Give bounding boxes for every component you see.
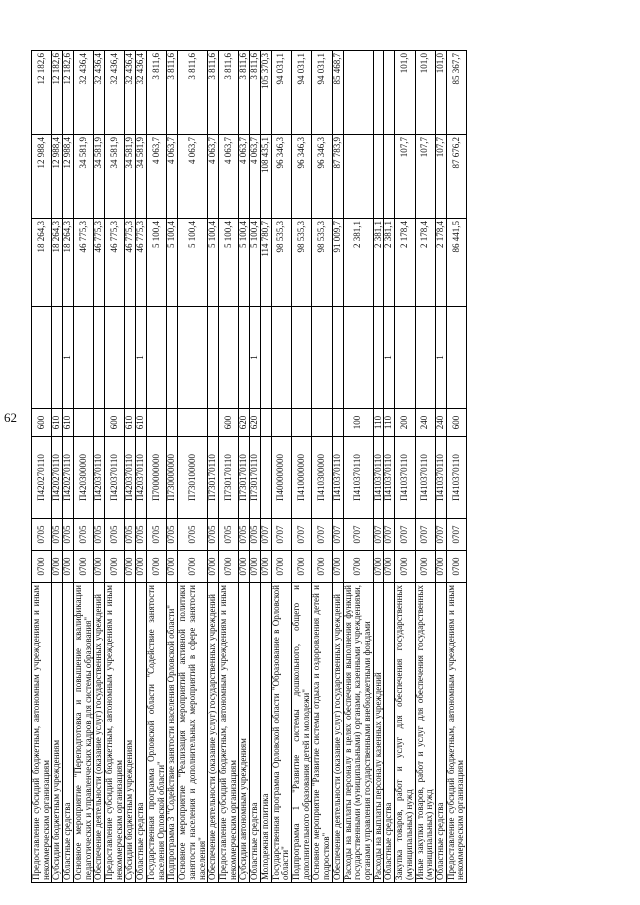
row-name-cell: Областные средства	[63, 583, 74, 883]
amount-2021-cell: 3 811,6	[167, 51, 178, 135]
amount-2020-cell: 4 063,7	[218, 135, 238, 219]
amount-2019-cell: 2 381,1	[373, 219, 384, 307]
table-row	[146, 51, 166, 883]
target-article-cell: П410370110	[384, 437, 395, 519]
target-article-cell: П420270110	[63, 437, 74, 519]
row-name-cell: Подпрограмма 3 "Содействие занятости населения Орловской области"	[167, 583, 178, 883]
row-name-cell: Областные средства	[136, 583, 147, 883]
section-cell: 0700	[239, 551, 250, 583]
target-article-cell: П730170110	[250, 437, 261, 519]
subsection-cell: 0707	[312, 519, 332, 551]
expense-type-cell	[291, 409, 311, 437]
subsection-cell: 0705	[136, 519, 147, 551]
amount-2020-cell: 34 581,9	[136, 135, 147, 219]
section-cell: 0700	[415, 551, 435, 583]
table-row	[167, 51, 178, 883]
subsection-cell: 0705	[239, 519, 250, 551]
expense-type-cell	[73, 409, 93, 437]
amount-2020-cell: 108 435,1	[260, 135, 271, 219]
funding-source-cell: 1	[250, 307, 261, 409]
row-name-cell: Предоставление субсидий бюджетным, автономным учреждениям и иным некоммерческим организациям	[105, 583, 125, 883]
table-row	[384, 51, 395, 883]
funding-source-cell: 1	[436, 307, 447, 409]
section-cell: 0700	[384, 551, 395, 583]
amount-2020-cell: 4 063,7	[239, 135, 250, 219]
amount-2021-cell: 12 182,6	[32, 51, 52, 135]
funding-source-cell	[94, 307, 105, 409]
amount-2021-cell: 3 811,6	[218, 51, 238, 135]
amount-2020-cell: 12 988,4	[63, 135, 74, 219]
subsection-cell: 0707	[271, 519, 291, 551]
subsection-cell: 0707	[260, 519, 271, 551]
row-name-cell: Областные средства	[250, 583, 261, 883]
funding-source-cell: 1	[136, 307, 147, 409]
amount-2019-cell: 46 775,3	[73, 219, 93, 307]
expense-type-cell	[332, 409, 343, 437]
row-name-cell: Обеспечение деятельности (оказание услуг) государственных учреждений	[332, 583, 343, 883]
amount-2021-cell	[343, 51, 373, 135]
expense-type-cell: 600	[218, 409, 238, 437]
row-name-cell: Субсидии бюджетным учреждениям	[52, 583, 63, 883]
amount-2021-cell: 32 436,4	[136, 51, 147, 135]
amount-2021-cell: 32 436,4	[94, 51, 105, 135]
expense-type-cell: 240	[436, 409, 447, 437]
funding-source-cell	[218, 307, 238, 409]
amount-2019-cell: 114 780,7	[260, 219, 271, 307]
section-cell: 0700	[395, 551, 415, 583]
section-cell: 0700	[446, 551, 466, 583]
section-cell: 0700	[373, 551, 384, 583]
amount-2020-cell: 4 063,7	[167, 135, 178, 219]
row-name-cell: Субсидии автономным учреждениям	[239, 583, 250, 883]
budget-table	[31, 50, 467, 883]
table-row	[436, 51, 447, 883]
amount-2021-cell: 94 031,1	[271, 51, 291, 135]
expense-type-cell: 610	[136, 409, 147, 437]
section-cell: 0700	[208, 551, 219, 583]
target-article-cell: П400000000	[271, 437, 291, 519]
funding-source-cell	[271, 307, 291, 409]
funding-source-cell	[52, 307, 63, 409]
target-article-cell: П730000000	[167, 437, 178, 519]
amount-2019-cell: 18 264,3	[32, 219, 52, 307]
funding-source-cell	[446, 307, 466, 409]
table-row	[52, 51, 63, 883]
amount-2019-cell: 46 775,3	[136, 219, 147, 307]
table-row	[239, 51, 250, 883]
section-cell: 0700	[94, 551, 105, 583]
row-name-cell: Основное мероприятие "Развитие системы отдыха и оздоровления детей и подростков"	[312, 583, 332, 883]
amount-2020-cell: 107,7	[415, 135, 435, 219]
table-row	[208, 51, 219, 883]
target-article-cell: П410370110	[395, 437, 415, 519]
section-cell: 0700	[250, 551, 261, 583]
row-name-cell: Основное мероприятие "Реализация мероприятий активной политики занятости населения и дополнительных мероприятий в сфере занятости населения"	[178, 583, 208, 883]
funding-source-cell	[167, 307, 178, 409]
amount-2021-cell: 3 811,6	[239, 51, 250, 135]
subsection-cell: 0707	[436, 519, 447, 551]
row-name-cell: Расходы на выплаты персоналу в целях обеспечения выполнения функций государственными (муниципальными) органами, казенными учреждениями, органами управления государственными внебюджетными фондами	[343, 583, 373, 883]
target-article-cell: П410370110	[446, 437, 466, 519]
target-article-cell: П420270110	[52, 437, 63, 519]
amount-2019-cell: 2 178,4	[395, 219, 415, 307]
amount-2021-cell: 94 031,1	[312, 51, 332, 135]
budget-table-container	[31, 51, 591, 883]
row-name-cell: Закупка товаров, работ и услуг для обеспечения государственных (муниципальных) нужд	[395, 583, 415, 883]
funding-source-cell	[208, 307, 219, 409]
funding-source-cell	[260, 307, 271, 409]
amount-2020-cell: 34 581,9	[105, 135, 125, 219]
funding-source-cell	[312, 307, 332, 409]
expense-type-cell: 620	[250, 409, 261, 437]
row-name-cell: Предоставление субсидий бюджетным, автономным учреждениям и иным некоммерческим организациям	[218, 583, 238, 883]
funding-source-cell	[178, 307, 208, 409]
expense-type-cell: 620	[239, 409, 250, 437]
funding-source-cell	[239, 307, 250, 409]
row-name-cell: Государственная программа Орловской области "Образование в Орловской области"	[271, 583, 291, 883]
amount-2020-cell: 12 988,4	[52, 135, 63, 219]
target-article-cell: П410000000	[291, 437, 311, 519]
amount-2020-cell: 34 581,9	[73, 135, 93, 219]
amount-2020-cell: 4 063,7	[250, 135, 261, 219]
expense-type-cell: 100	[343, 409, 373, 437]
expense-type-cell: 200	[395, 409, 415, 437]
amount-2019-cell: 2 381,1	[384, 219, 395, 307]
target-article-cell: П410370110	[332, 437, 343, 519]
funding-source-cell	[146, 307, 166, 409]
amount-2021-cell: 3 811,6	[250, 51, 261, 135]
amount-2019-cell: 98 535,3	[291, 219, 311, 307]
section-cell: 0700	[32, 551, 52, 583]
amount-2019-cell: 86 441,5	[446, 219, 466, 307]
table-row	[250, 51, 261, 883]
table-row	[446, 51, 466, 883]
funding-source-cell	[32, 307, 52, 409]
amount-2020-cell: 4 063,7	[178, 135, 208, 219]
amount-2019-cell: 98 535,3	[271, 219, 291, 307]
amount-2019-cell: 91 009,7	[332, 219, 343, 307]
row-name-cell: Обеспечение деятельности (оказание услуг) государственных учреждений	[208, 583, 219, 883]
amount-2019-cell: 5 100,4	[146, 219, 166, 307]
expense-type-cell: 110	[384, 409, 395, 437]
subsection-cell: 0707	[446, 519, 466, 551]
subsection-cell: 0707	[343, 519, 373, 551]
table-row	[73, 51, 93, 883]
funding-source-cell	[291, 307, 311, 409]
funding-source-cell	[415, 307, 435, 409]
row-name-cell: Областные средства	[384, 583, 395, 883]
table-row	[373, 51, 384, 883]
amount-2021-cell: 101,0	[436, 51, 447, 135]
funding-source-cell	[73, 307, 93, 409]
amount-2021-cell: 94 031,1	[291, 51, 311, 135]
funding-source-cell	[343, 307, 373, 409]
amount-2020-cell	[384, 135, 395, 219]
section-cell: 0700	[178, 551, 208, 583]
table-row	[218, 51, 238, 883]
amount-2019-cell: 5 100,4	[218, 219, 238, 307]
section-cell: 0700	[343, 551, 373, 583]
subsection-cell: 0705	[218, 519, 238, 551]
row-name-cell: Иные закупки товаров, работ и услуг для обеспечения государственных (муниципальных) нужд	[415, 583, 435, 883]
funding-source-cell	[105, 307, 125, 409]
table-row	[105, 51, 125, 883]
target-article-cell: П420370110	[125, 437, 136, 519]
target-article-cell: П420270110	[32, 437, 52, 519]
expense-type-cell: 600	[446, 409, 466, 437]
amount-2020-cell: 12 988,4	[32, 135, 52, 219]
table-row	[125, 51, 136, 883]
subsection-cell: 0707	[332, 519, 343, 551]
subsection-cell: 0705	[63, 519, 74, 551]
row-name-cell: Субсидии бюджетным учреждениям	[125, 583, 136, 883]
section-cell: 0700	[436, 551, 447, 583]
expense-type-cell	[178, 409, 208, 437]
section-cell: 0700	[105, 551, 125, 583]
target-article-cell: П420370110	[105, 437, 125, 519]
expense-type-cell	[208, 409, 219, 437]
amount-2019-cell: 18 264,3	[52, 219, 63, 307]
amount-2021-cell	[384, 51, 395, 135]
subsection-cell: 0705	[32, 519, 52, 551]
section-cell: 0700	[218, 551, 238, 583]
expense-type-cell: 110	[373, 409, 384, 437]
expense-type-cell: 610	[125, 409, 136, 437]
target-article-cell: П410370110	[436, 437, 447, 519]
target-article-cell: П730170110	[218, 437, 238, 519]
amount-2020-cell: 107,7	[395, 135, 415, 219]
funding-source-cell	[395, 307, 415, 409]
expense-type-cell	[260, 409, 271, 437]
section-cell: 0700	[52, 551, 63, 583]
subsection-cell: 0707	[291, 519, 311, 551]
section-cell: 0700	[73, 551, 93, 583]
amount-2019-cell: 46 775,3	[125, 219, 136, 307]
amount-2021-cell: 85 468,7	[332, 51, 343, 135]
row-name-cell: Предоставление субсидий бюджетным, автономным учреждениям и иным некоммерческим организациям	[446, 583, 466, 883]
subsection-cell: 0705	[52, 519, 63, 551]
target-article-cell: П700000000	[146, 437, 166, 519]
subsection-cell: 0705	[208, 519, 219, 551]
subsection-cell: 0705	[73, 519, 93, 551]
target-article-cell: П410300000	[312, 437, 332, 519]
amount-2021-cell	[373, 51, 384, 135]
table-row	[415, 51, 435, 883]
subsection-cell: 0705	[167, 519, 178, 551]
table-row	[343, 51, 373, 883]
table-row	[32, 51, 52, 883]
expense-type-cell: 610	[63, 409, 74, 437]
amount-2019-cell: 2 178,4	[415, 219, 435, 307]
amount-2020-cell	[343, 135, 373, 219]
amount-2019-cell: 5 100,4	[239, 219, 250, 307]
subsection-cell: 0705	[125, 519, 136, 551]
row-name-cell: Предоставление субсидий бюджетным, автономным учреждениям и иным некоммерческим организациям	[32, 583, 52, 883]
amount-2021-cell: 105 370,3	[260, 51, 271, 135]
amount-2019-cell: 2 178,4	[436, 219, 447, 307]
amount-2020-cell	[373, 135, 384, 219]
amount-2019-cell: 46 775,3	[105, 219, 125, 307]
target-article-cell: П730100000	[178, 437, 208, 519]
subsection-cell: 0707	[415, 519, 435, 551]
target-article-cell: П410370110	[415, 437, 435, 519]
section-cell: 0700	[136, 551, 147, 583]
amount-2021-cell: 3 811,6	[178, 51, 208, 135]
table-row	[291, 51, 311, 883]
target-article-cell: П420370110	[94, 437, 105, 519]
amount-2021-cell: 3 811,6	[146, 51, 166, 135]
expense-type-cell	[146, 409, 166, 437]
row-name-cell: Основное мероприятие "Переподготовка и повышение квалификации педагогических и управленческих кадров для системы образования"	[73, 583, 93, 883]
section-cell: 0700	[125, 551, 136, 583]
target-article-cell: П420370110	[136, 437, 147, 519]
table-row	[332, 51, 343, 883]
table-row	[271, 51, 291, 883]
amount-2021-cell: 32 436,4	[125, 51, 136, 135]
row-name-cell: Подпрограмма 1 "Развитие системы дошкольного, общего и дополнительного образования детей и молодежи"	[291, 583, 311, 883]
page-number: 62	[4, 410, 17, 425]
expense-type-cell: 600	[32, 409, 52, 437]
section-cell: 0700	[146, 551, 166, 583]
amount-2019-cell: 2 381,1	[343, 219, 373, 307]
section-cell: 0700	[260, 551, 271, 583]
row-name-cell: Расходы на выплаты персоналу казенных учреждений	[373, 583, 384, 883]
table-row	[178, 51, 208, 883]
target-article-cell: П410370110	[373, 437, 384, 519]
amount-2021-cell: 101,0	[395, 51, 415, 135]
funding-source-cell: 1	[384, 307, 395, 409]
amount-2020-cell: 34 581,9	[125, 135, 136, 219]
subsection-cell: 0705	[250, 519, 261, 551]
section-cell: 0700	[291, 551, 311, 583]
expense-type-cell	[167, 409, 178, 437]
amount-2021-cell: 85 367,7	[446, 51, 466, 135]
expense-type-cell: 600	[105, 409, 125, 437]
subsection-cell: 0705	[105, 519, 125, 551]
amount-2020-cell: 96 346,3	[271, 135, 291, 219]
subsection-cell: 0705	[146, 519, 166, 551]
subsection-cell: 0707	[373, 519, 384, 551]
subsection-cell: 0707	[384, 519, 395, 551]
expense-type-cell	[271, 409, 291, 437]
funding-source-cell	[125, 307, 136, 409]
amount-2020-cell: 107,7	[436, 135, 447, 219]
table-row	[136, 51, 147, 883]
amount-2021-cell: 12 182,6	[63, 51, 74, 135]
amount-2019-cell: 5 100,4	[250, 219, 261, 307]
expense-type-cell	[94, 409, 105, 437]
funding-source-cell	[332, 307, 343, 409]
amount-2020-cell: 87 676,2	[446, 135, 466, 219]
table-row	[395, 51, 415, 883]
amount-2021-cell: 12 182,6	[52, 51, 63, 135]
amount-2020-cell: 4 063,7	[208, 135, 219, 219]
amount-2019-cell: 46 775,3	[94, 219, 105, 307]
funding-source-cell	[373, 307, 384, 409]
amount-2020-cell: 96 346,3	[312, 135, 332, 219]
target-article-cell: П730170110	[239, 437, 250, 519]
table-row	[94, 51, 105, 883]
amount-2019-cell: 18 264,3	[63, 219, 74, 307]
amount-2019-cell: 98 535,3	[312, 219, 332, 307]
subsection-cell: 0707	[395, 519, 415, 551]
amount-2020-cell: 87 783,9	[332, 135, 343, 219]
amount-2021-cell: 32 436,4	[105, 51, 125, 135]
expense-type-cell: 610	[52, 409, 63, 437]
table-row	[312, 51, 332, 883]
amount-2020-cell: 4 063,7	[146, 135, 166, 219]
amount-2021-cell: 32 436,4	[73, 51, 93, 135]
target-article-cell: П420300000	[73, 437, 93, 519]
amount-2019-cell: 5 100,4	[167, 219, 178, 307]
subsection-cell: 0705	[178, 519, 208, 551]
section-cell: 0700	[271, 551, 291, 583]
expense-type-cell: 240	[415, 409, 435, 437]
section-cell: 0700	[63, 551, 74, 583]
amount-2019-cell: 5 100,4	[178, 219, 208, 307]
target-article-cell: П730170110	[208, 437, 219, 519]
section-cell: 0700	[167, 551, 178, 583]
table-row	[260, 51, 271, 883]
funding-source-cell: 1	[63, 307, 74, 409]
target-article-cell: П410370110	[343, 437, 373, 519]
target-article-cell	[260, 437, 271, 519]
amount-2021-cell: 101,0	[415, 51, 435, 135]
row-name-cell: Государственная программа Орловской области "Содействие занятости населения Орловской области"	[146, 583, 166, 883]
expense-type-cell	[312, 409, 332, 437]
row-name-cell: Молодежная политика	[260, 583, 271, 883]
section-cell: 0700	[312, 551, 332, 583]
amount-2020-cell: 34 581,9	[94, 135, 105, 219]
subsection-cell: 0705	[94, 519, 105, 551]
section-cell: 0700	[332, 551, 343, 583]
amount-2021-cell: 3 811,6	[208, 51, 219, 135]
row-name-cell: Обеспечение деятельности (оказание услуг) государственных учреждений	[94, 583, 105, 883]
amount-2019-cell: 5 100,4	[208, 219, 219, 307]
row-name-cell: Областные средства	[436, 583, 447, 883]
amount-2020-cell: 96 346,3	[291, 135, 311, 219]
table-row	[63, 51, 74, 883]
